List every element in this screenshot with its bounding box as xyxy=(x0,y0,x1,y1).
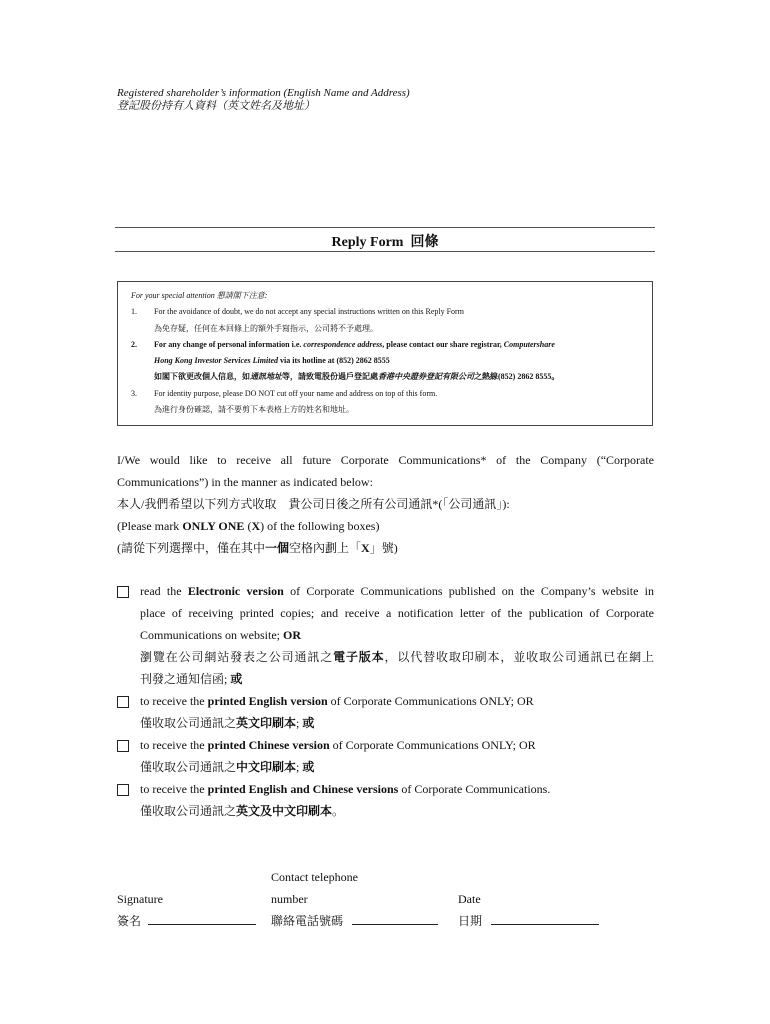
option-line-zh xyxy=(140,800,654,822)
option-text-bold: 或 xyxy=(302,716,315,730)
option-text: to receive the xyxy=(140,782,208,796)
notice-item-zh xyxy=(131,369,642,385)
intro-line-zh: 本人/我們希望以下列方式收取 貴公司日後之所有公司通訊*(「公司通訊」): xyxy=(117,497,510,511)
notice-item-zh: 為免存疑，任何在本回條上的額外手寫指示，公司將不予處理。 xyxy=(154,323,378,333)
notice-item-zh: 為進行身份確認，請不要剪下本表格上方的姓名和地址。 xyxy=(154,405,354,415)
shareholder-info-en: Registered shareholder’s information (English Name and Address) xyxy=(117,87,410,99)
intro-paragraph xyxy=(117,449,654,559)
signature-column xyxy=(117,888,256,932)
notice-item-en-cont xyxy=(131,353,642,369)
notice-text: 之熱線(852) 2862 8555。 xyxy=(474,372,560,382)
notice-text: , please contact our share registrar, xyxy=(382,339,504,349)
option-text: ; xyxy=(296,760,303,774)
option-text: read the xyxy=(140,584,188,598)
instruction-bold: ONLY ONE xyxy=(182,519,245,533)
notice-item-3 xyxy=(131,386,642,402)
option-text-bold: 電子版本 xyxy=(333,650,385,664)
signature-label-zh: 簽名 xyxy=(117,914,142,928)
notice-item-1 xyxy=(131,304,642,320)
instruction-bold: X xyxy=(361,541,370,555)
option-text: 僅收取公司通訊之 xyxy=(140,716,237,730)
notice-text: 如閣下欲更改個人信息，如 xyxy=(154,372,250,382)
instruction-bold: X xyxy=(251,519,261,533)
contact-telephone-field[interactable] xyxy=(352,912,438,925)
instruction-text: ) of the following boxes) xyxy=(260,519,380,533)
instruction-text: 空格內劃上「 xyxy=(289,541,362,555)
notice-text-italic: 香港中央證券登記有限公司 xyxy=(378,372,474,382)
intro-instruction xyxy=(117,515,654,537)
contact-column xyxy=(271,866,438,932)
option-line xyxy=(140,778,654,800)
notice-item-en xyxy=(154,337,555,353)
notice-heading: For your special attention 懇請閣下注意: xyxy=(131,291,268,300)
shareholder-info-zh: 登記股份持有人資料（英文姓名及地址） xyxy=(117,100,315,112)
option-line: place of receiving printed copies; and receive a notification letter of the publication of Corporate xyxy=(140,606,654,620)
notice-text: For any change of personal information i.e. xyxy=(154,339,304,349)
notice-text-italic: correspondence address xyxy=(303,339,383,349)
option-text: ，以代替收取印刷本，並收取公司通訊已在網上 xyxy=(384,650,654,664)
notice-box xyxy=(117,281,653,426)
option-text: ; xyxy=(296,716,303,730)
notice-text-italic: Computershare xyxy=(503,339,555,349)
option-text: 刊發之通知信函; xyxy=(140,672,231,686)
option-line xyxy=(140,624,654,646)
option-text: 。 xyxy=(332,804,345,818)
title-top-rule xyxy=(115,227,655,228)
option-printed-chinese xyxy=(117,734,654,778)
option-printed-both xyxy=(117,778,654,822)
option-text-bold: Electronic version xyxy=(187,584,284,598)
notice-item-number: 3. xyxy=(131,388,137,398)
signature-row xyxy=(117,910,256,932)
option-text: to receive the xyxy=(140,694,208,708)
notice-item-en: For identity purpose, please DO NOT cut off your name and address on top of this form. xyxy=(154,388,438,398)
contact-label-en-2: number xyxy=(271,892,308,906)
form-title: Reply Form 回條 xyxy=(331,235,439,250)
notice-item-number: 2. xyxy=(131,339,137,349)
option-electronic xyxy=(117,580,654,690)
option-line-zh xyxy=(140,668,654,690)
option-text: 僅收取公司通訊之 xyxy=(140,804,237,818)
options-list xyxy=(117,580,654,822)
date-label-en: Date xyxy=(458,892,481,906)
notice-text-italic: Hong Kong Investor Services Limited xyxy=(154,356,278,366)
option-line-zh xyxy=(140,646,654,668)
option-text: to receive the xyxy=(140,738,208,752)
instruction-text: 」號) xyxy=(369,541,398,555)
intro-line: I/We would like to receive all future Corporate Communications* of the Company (“Corporate xyxy=(117,453,654,467)
option-text: of Corporate Communications published on the Company’s website in xyxy=(283,584,654,598)
option-text-bold: printed Chinese version xyxy=(207,738,330,752)
notice-item-number: 1. xyxy=(131,307,137,317)
notice-item-en: For the avoidance of doubt, we do not accept any special instructions written on this Reply Form xyxy=(154,307,464,317)
signature-label-en: Signature xyxy=(117,892,163,906)
instruction-bold: 一個 xyxy=(265,541,290,555)
option-text-bold: OR xyxy=(283,628,301,642)
intro-instruction-zh xyxy=(117,537,654,559)
contact-label-zh: 聯絡電話號碼 xyxy=(271,914,344,928)
option-text: of Corporate Communications. xyxy=(398,782,551,796)
option-printed-chinese-checkbox[interactable] xyxy=(117,740,129,752)
signature-field[interactable] xyxy=(148,912,256,925)
option-text-bold: 英文及中文印刷本 xyxy=(236,804,333,818)
title-bottom-rule xyxy=(115,251,655,252)
date-column xyxy=(458,888,599,932)
notice-text: via its hotline at (852) 2862 8555 xyxy=(278,356,390,366)
notice-text-italic: 通訊地址 xyxy=(250,372,282,382)
option-text: 瀏覽在公司網站發表之公司通訊之 xyxy=(140,650,334,664)
contact-label-en-1: Contact telephone xyxy=(271,870,358,884)
shareholder-info xyxy=(117,87,410,113)
option-line xyxy=(140,580,654,602)
option-printed-english-checkbox[interactable] xyxy=(117,696,129,708)
option-text-bold: printed English version xyxy=(207,694,328,708)
option-text: of Corporate Communications ONLY; OR xyxy=(327,694,534,708)
intro-line: Communications”) in the manner as indicated below: xyxy=(117,475,373,489)
instruction-text: (Please mark xyxy=(117,519,183,533)
instruction-text: ( xyxy=(244,519,252,533)
instruction-text: (請從下列選擇中，僅在其中 xyxy=(117,541,265,555)
option-electronic-checkbox[interactable] xyxy=(117,586,129,598)
date-row xyxy=(458,910,599,932)
option-line xyxy=(140,690,654,712)
option-line xyxy=(140,734,654,756)
option-text: Communications on website; xyxy=(140,628,283,642)
contact-row xyxy=(271,910,438,932)
notice-item-2 xyxy=(131,337,642,353)
option-text-bold: 中文印刷本 xyxy=(236,760,297,774)
option-line-zh xyxy=(140,756,654,778)
notice-text: 等，請致電股份過戶登記處 xyxy=(282,372,378,382)
option-printed-both-checkbox[interactable] xyxy=(117,784,129,796)
date-field[interactable] xyxy=(491,912,599,925)
option-text-bold: 或 xyxy=(230,672,243,686)
option-text: 僅收取公司通訊之 xyxy=(140,760,237,774)
date-label-zh: 日期 xyxy=(458,914,483,928)
option-text-bold: printed English and Chinese versions xyxy=(207,782,399,796)
option-text: of Corporate Communications ONLY; OR xyxy=(329,738,536,752)
option-printed-english xyxy=(117,690,654,734)
option-text-bold: 英文印刷本 xyxy=(236,716,297,730)
option-text-bold: 或 xyxy=(302,760,315,774)
option-line-zh xyxy=(140,712,654,734)
signature-section xyxy=(117,866,657,936)
